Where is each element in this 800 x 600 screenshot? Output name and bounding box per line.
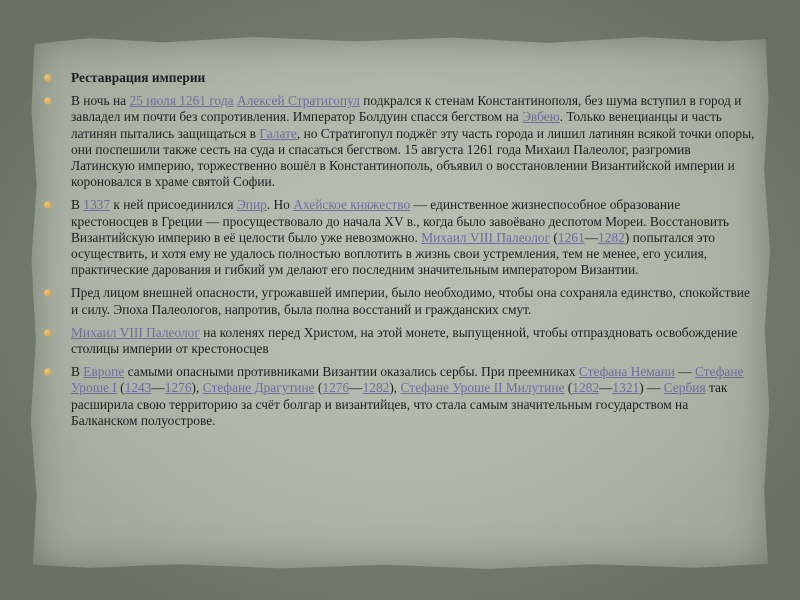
link-stefan-milutin[interactable]: Стефане Уроше II Милутине [400,380,565,396]
bullet-icon [44,289,52,297]
link-euboea[interactable]: Эвбею [522,109,560,125]
list-item-title [44,70,756,86]
text: ), [389,380,401,396]
text: , но Стратигопул поджёг эту часть города и лишил латинян всякой точки опоры, они поспешили также сесть на суда и спасаться бегством. 15 августа 1261 года Михаил Палеолог, разгромив Латинскую империю, торжественно вошёл в Константинополь, объявил о восстановлении Византийской империи и короновался в храме святой Софии. [71,125,755,190]
text: — единственное жизнеспособное образование крестоносцев в Греции — просуществовало до начала XV в., когда было завоёвано деспотом Мореи. Восстановить Византийскую империю в её целости было уже невозможно. [71,197,730,245]
text: ), [191,380,203,396]
list-item-restoration [44,93,756,190]
link-stefan-uros-i[interactable]: Стефане Уроше I [71,364,744,396]
link-year-1276[interactable]: 1276 [164,380,192,396]
link-michael-viii[interactable]: Михаил VIII Палеолог [421,229,551,245]
text: Пред лицом внешней опасности, угрожавшей империи, было необходимо, чтобы она сохраняла единство, спокойствие и силу. Эпоха Палеологов, напротив, была полна восстаний и гражданских смут. [71,285,750,317]
link-serbia[interactable]: Сербия [663,380,706,396]
bullet-icon [44,201,52,209]
text: ( [550,229,558,245]
link-year-1261[interactable]: 1261 [557,229,585,245]
list-item-epirus [44,197,756,278]
text: . Только венецианцы и часть латинян пытались защищаться в [71,109,723,141]
link-stefan-nemanja[interactable]: Стефана Немани [578,364,675,380]
text: — [151,380,165,396]
text: — [584,229,599,245]
text: ) попытался это осуществить, и хотя ему не удалось полностью воплотить в жизнь свои устремления, тем не менее, его усилия, практические дарования и гибкий ум делают его последним значительным императором Византии. [71,229,715,278]
link-alexios-strategopoulos[interactable]: Алексей Стратигопул [236,93,360,109]
link-year-1282[interactable]: 1282 [598,229,625,245]
link-year-1243[interactable]: 1243 [124,380,152,396]
text: ( [116,380,125,396]
list-item-external-danger [44,285,756,317]
text: ( [564,380,573,396]
text: подкрался к стенам Константинополя, без шума вступил в город и завладел им почти без сопротивления. Император Болдуин спасся бегством на [71,93,742,125]
text: В [71,197,84,213]
text: В [71,364,84,380]
text: — [349,380,363,396]
text: на коленях перед Христом, на этой монете, выпущенной, чтобы отпраздновать освобождение столицы империи от крестоносцев [71,324,738,357]
text: В ночь на [71,93,130,109]
text: — [599,380,613,396]
bullet-icon [44,368,52,376]
bullet-icon [44,74,52,82]
link-stefan-dragutin[interactable]: Стефане Драгутине [202,380,315,396]
text: — [674,364,696,380]
text: самыми опасными противниками Византии оказались сербы. При преемниках [124,364,579,380]
bullet-icon [44,329,52,337]
link-year-1282[interactable]: 1282 [362,380,390,396]
link-year-1337[interactable]: 1337 [83,197,111,213]
text: так расширила свою территорию за счёт болгар и византийцев, что стала самым значительным государством на Балканском полуострове. [71,380,728,428]
slide-content [44,70,756,436]
bullet-icon [44,97,52,105]
link-achaea[interactable]: Ахейское княжество [293,197,411,213]
link-michael-viii[interactable]: Михаил VIII Палеолог [71,324,200,340]
text: ( [314,380,323,396]
link-year-1282[interactable]: 1282 [572,380,600,396]
link-europe[interactable]: Европе [83,364,125,380]
link-date-1261[interactable]: 25 июля 1261 года [129,93,234,109]
link-year-1276[interactable]: 1276 [322,380,350,396]
list-item-serbs [44,364,756,429]
text: . Но [266,197,294,213]
text: ) — [639,380,664,396]
link-year-1321[interactable]: 1321 [612,380,640,396]
link-epirus[interactable]: Эпир [236,197,267,213]
text: к ней присоединился [110,197,237,213]
slide-title: Реставрация империи [71,70,206,85]
list-item-coin [44,325,756,357]
link-galata[interactable]: Галате [259,125,297,141]
